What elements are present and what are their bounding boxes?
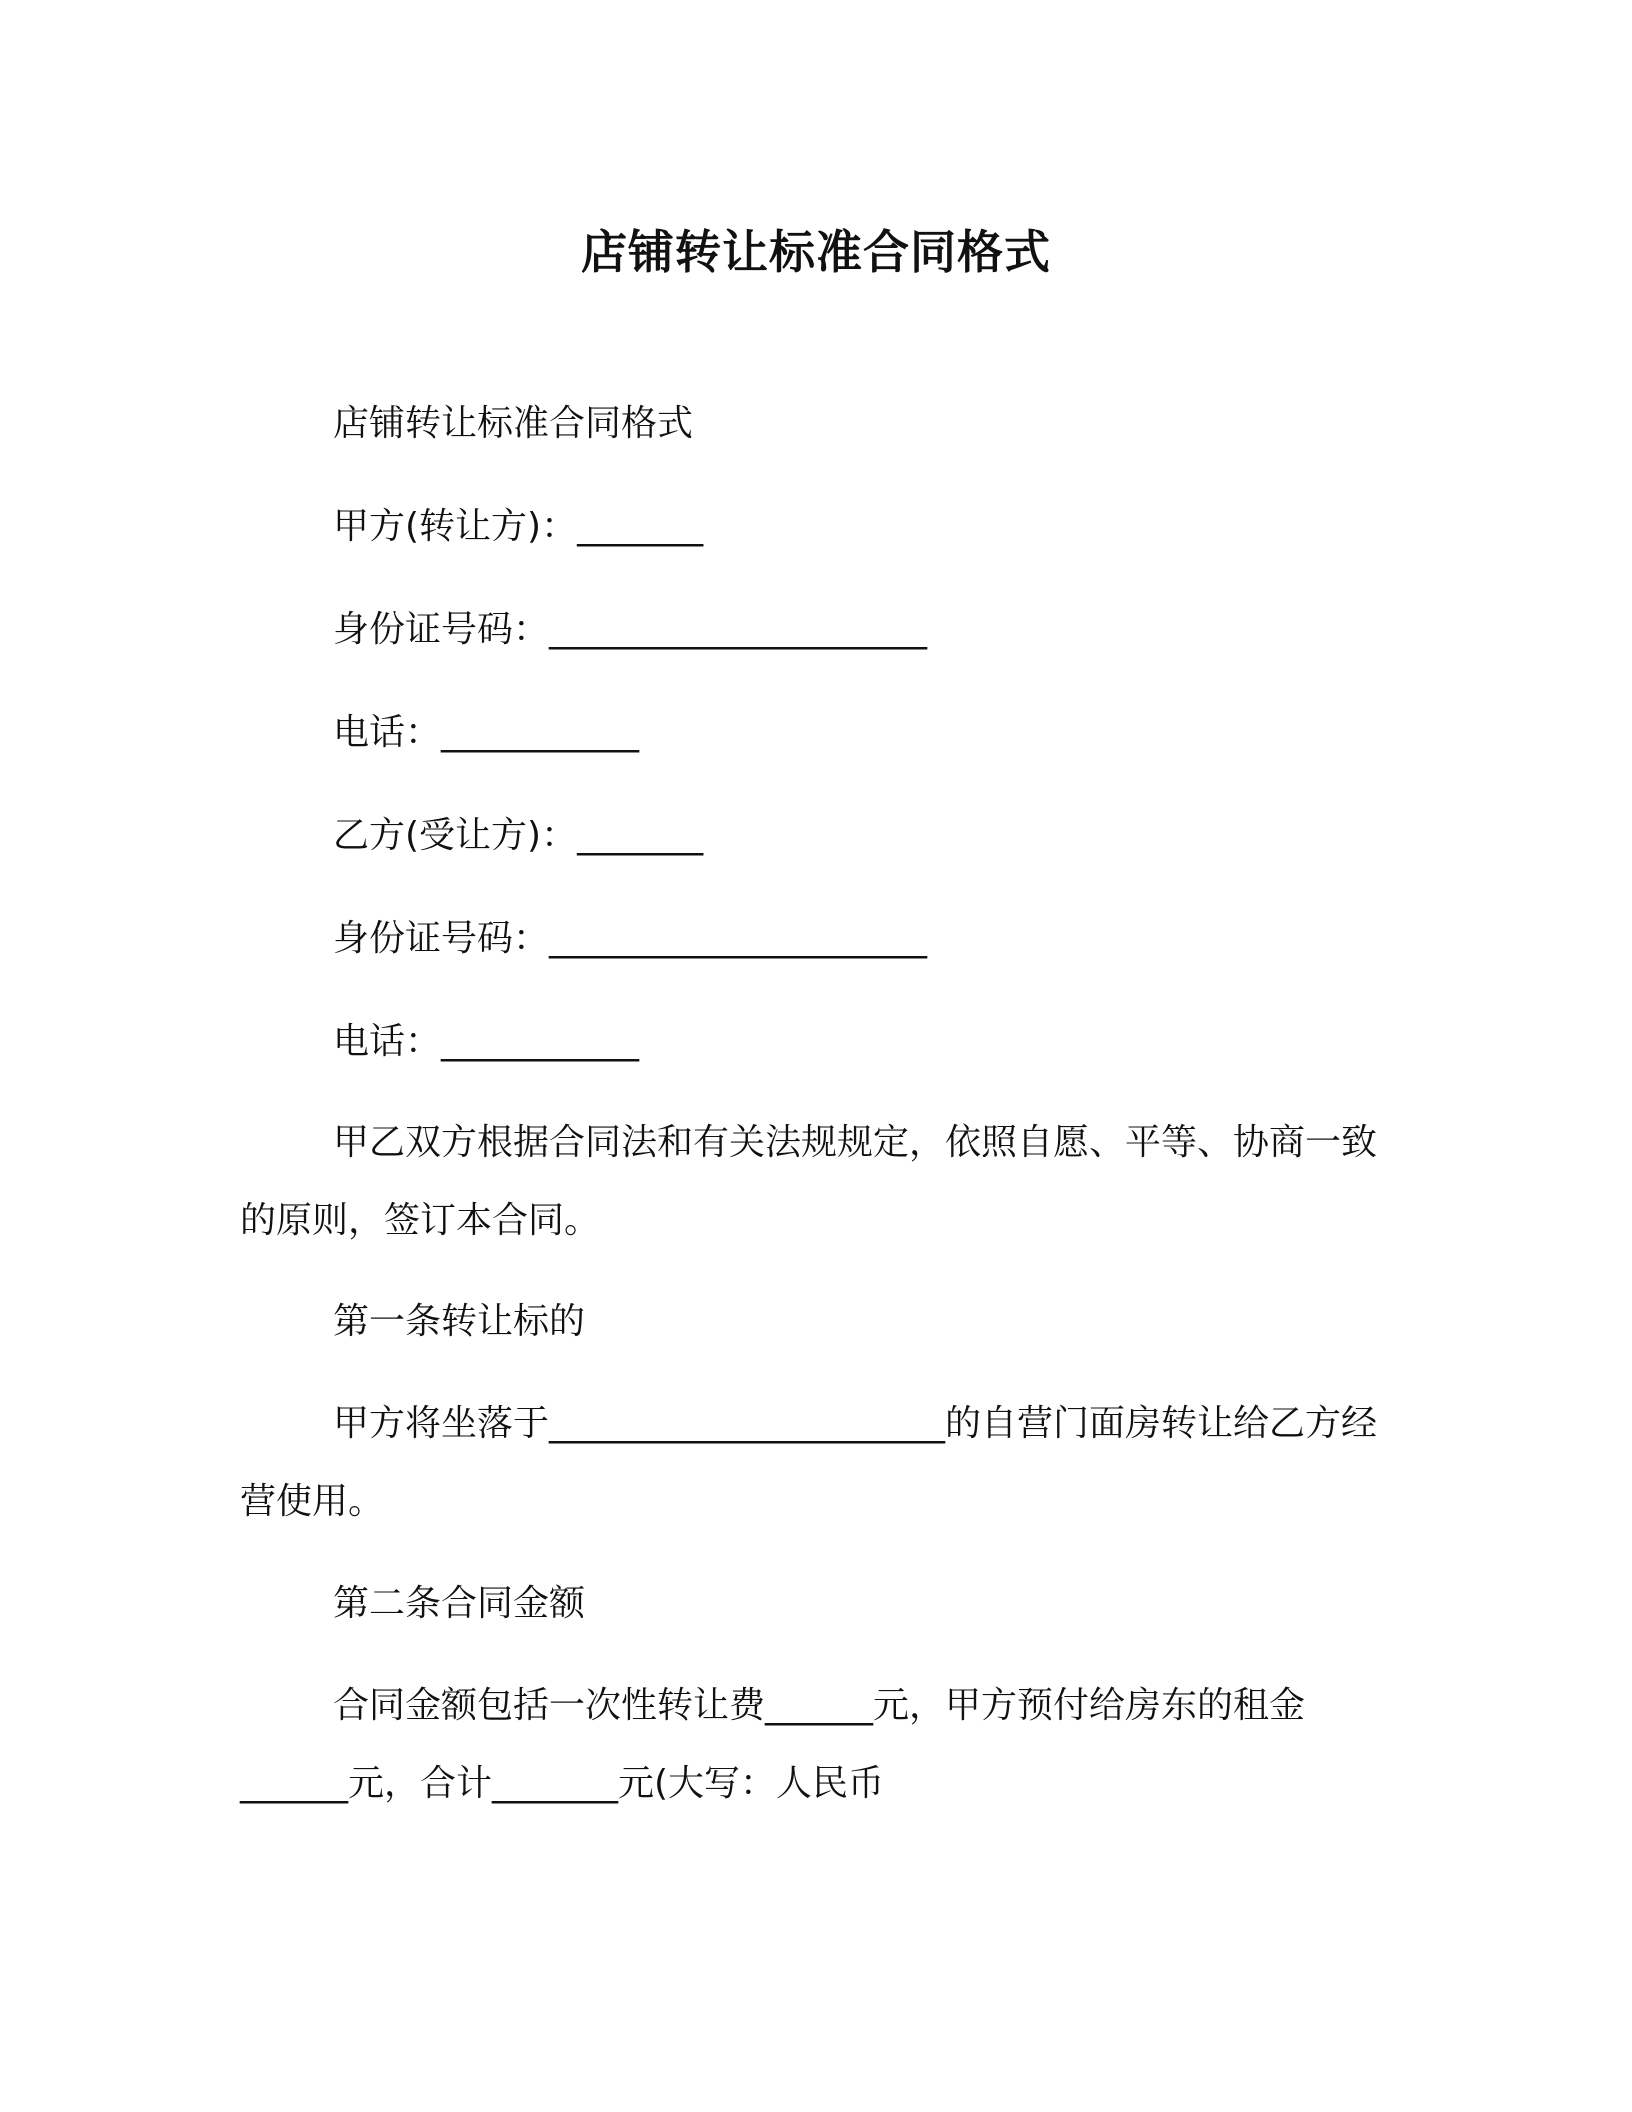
article-2-heading: 第二条合同金额 — [333, 1583, 586, 1624]
intro-paragraph: 甲乙双方根据合同法和有关法规规定，依照自愿、平等、协商一致的原则，签订本合同。 — [240, 1122, 1378, 1241]
party-b-phone-line: 电话：___________ — [333, 1021, 640, 1062]
document-title: 店铺转让标准合同格式 — [581, 225, 1051, 279]
article-2-body: 合同金额包括一次性转让费______元，甲方预付给房东的租金______元，合计_______元(大写：人民币 — [240, 1685, 1306, 1804]
party-b-id-line: 身份证号码：_____________________ — [333, 918, 928, 959]
article-1-heading: 第一条转让标的 — [333, 1301, 586, 1342]
party-b-line: 乙方(受让方)：_______ — [333, 815, 704, 856]
document-subtitle: 店铺转让标准合同格式 — [333, 403, 694, 444]
party-a-phone-line: 电话：___________ — [333, 712, 640, 753]
party-a-id-line: 身份证号码：_____________________ — [333, 609, 928, 650]
party-a-line: 甲方(转让方)：_______ — [333, 506, 704, 547]
article-1-body: 甲方将坐落于______________________的自营门面房转让给乙方经营使用。 — [240, 1403, 1378, 1522]
